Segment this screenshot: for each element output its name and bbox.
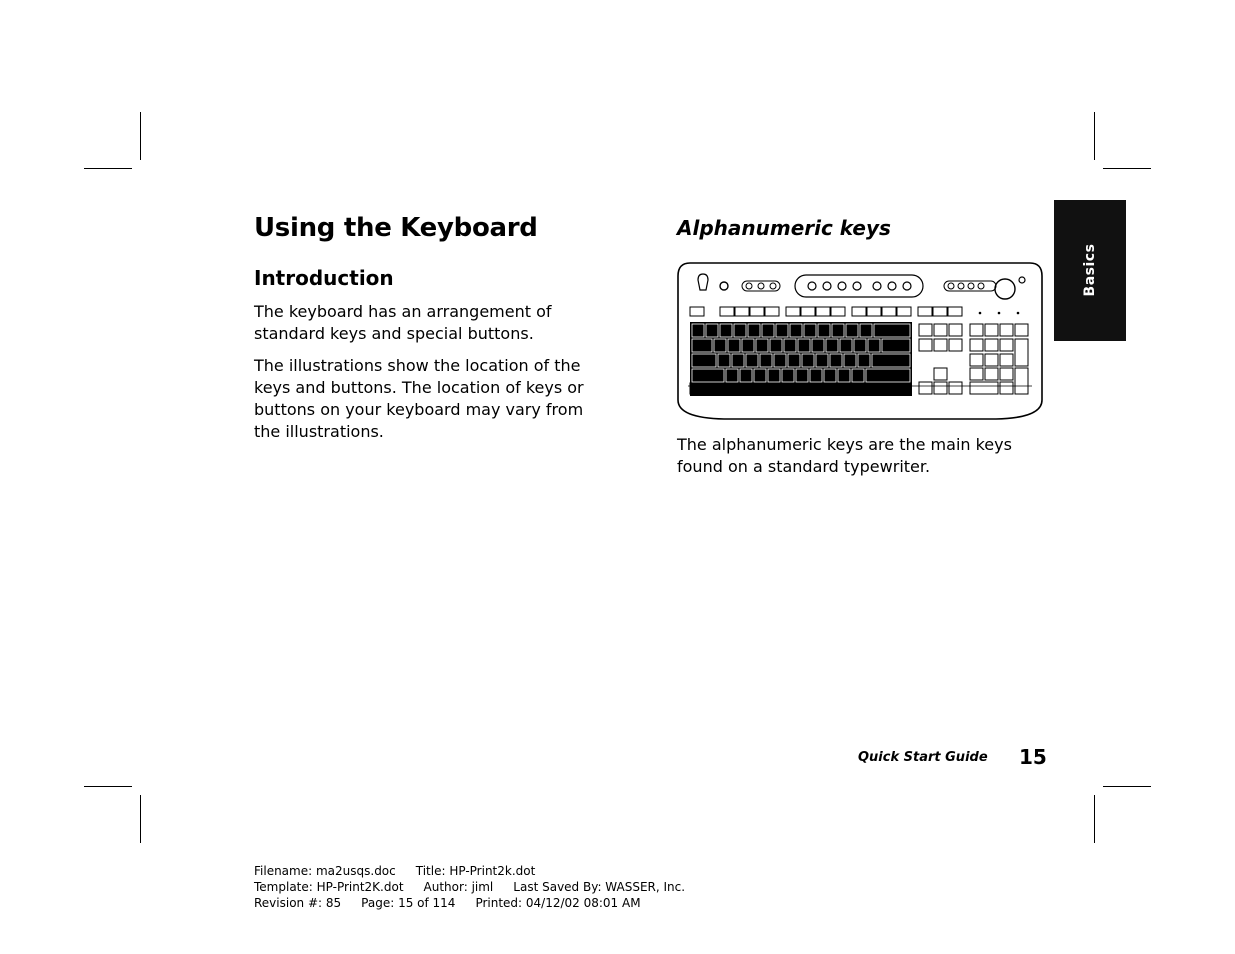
keyboard-illustration xyxy=(676,260,1044,422)
alphanumeric-description: The alphanumeric keys are the main keys found on a standard typewriter. xyxy=(677,435,1012,476)
crop-mark-bottom-left-v xyxy=(140,795,141,843)
crop-mark-top-right-h xyxy=(1103,168,1151,169)
crop-mark-bottom-right-h xyxy=(1103,786,1151,787)
crop-mark-bottom-right-v xyxy=(1094,795,1095,843)
intro-paragraph-2: The illustrations show the location of the keys and buttons. The location of keys or buttons on your keyboard may vary from the illustrations. xyxy=(254,356,584,441)
meta-template: Template: HP-Print2K.dot xyxy=(254,880,404,894)
meta-author: Author: jiml xyxy=(423,880,494,894)
page-number: 15 xyxy=(1019,745,1047,769)
crop-mark-top-right-v xyxy=(1094,112,1095,160)
section-tab-label: Basics xyxy=(1082,243,1098,297)
meta-printed: Printed: 04/12/02 08:01 AM xyxy=(475,896,641,910)
meta-page: Page: 15 of 114 xyxy=(361,896,456,910)
meta-line-2 xyxy=(254,879,705,895)
meta-last-saved: Last Saved By: WASSER, Inc. xyxy=(513,880,686,894)
guide-title: Quick Start Guide xyxy=(858,750,988,765)
meta-title: Title: HP-Print2k.dot xyxy=(415,864,536,878)
intro-paragraph-1: The keyboard has an arrangement of standard keys and special buttons. xyxy=(254,302,552,343)
crop-mark-bottom-left-h xyxy=(84,786,132,787)
section-tab xyxy=(1054,200,1126,341)
spacebar xyxy=(746,383,836,394)
meta-revision: Revision #: 85 xyxy=(254,896,342,910)
meta-filename: Filename: ma2usqs.doc xyxy=(254,864,396,878)
alphanumeric-heading: Alphanumeric keys xyxy=(677,216,891,240)
page-title: Using the Keyboard xyxy=(254,213,538,243)
crop-mark-top-left-h xyxy=(84,168,132,169)
meta-line-1 xyxy=(254,863,555,879)
intro-heading: Introduction xyxy=(254,266,394,290)
crop-mark-top-left-v xyxy=(140,112,141,160)
meta-line-3 xyxy=(254,895,661,911)
